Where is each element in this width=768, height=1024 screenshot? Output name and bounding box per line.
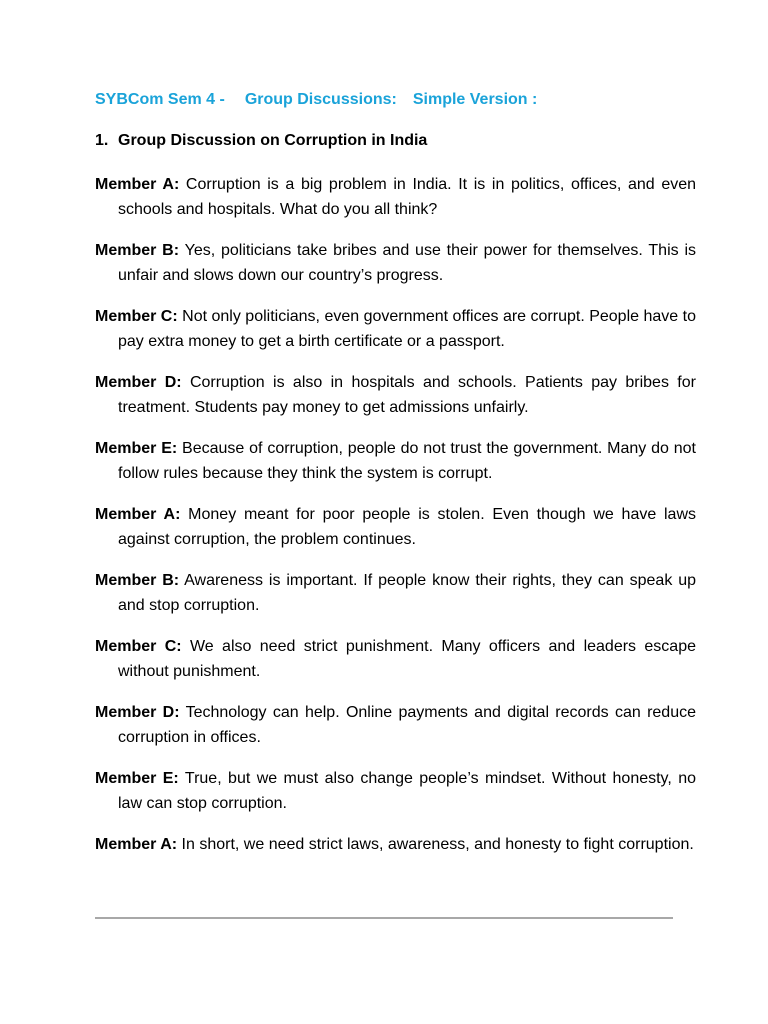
dialogue-text: Money meant for poor people is stolen. Even though we have laws against corruption, the problem continues. bbox=[118, 506, 696, 548]
dialogue-text: True, but we must also change people’s mindset. Without honesty, no law can stop corruption. bbox=[118, 770, 697, 812]
dialogue-entry bbox=[95, 568, 696, 618]
dialogue-text: Because of corruption, people do not trust the government. Many do not follow rules because they think the system is corrupt. bbox=[118, 440, 697, 482]
dialogue-entry bbox=[95, 172, 696, 222]
section-heading bbox=[95, 132, 427, 150]
speaker-label: Member B: bbox=[95, 572, 180, 589]
dialogue-text: Not only politicians, even government offices are corrupt. People have to pay extra money to get a birth certificate or a passport. bbox=[118, 308, 696, 350]
dialogue-text: Yes, politicians take bribes and use their power for themselves. This is unfair and slows down our country’s progress. bbox=[118, 242, 697, 284]
dialogue-text: Corruption is a big problem in India. It is in politics, offices, and even schools and hospitals. What do you all think? bbox=[118, 176, 697, 218]
dialogue-entry bbox=[95, 832, 696, 857]
speaker-label: Member B: bbox=[95, 242, 180, 259]
dialogue-entry bbox=[95, 502, 696, 552]
dialogue-list bbox=[95, 172, 696, 873]
dialogue-entry bbox=[95, 700, 696, 750]
speaker-label: Member C: bbox=[95, 308, 178, 325]
speaker-label: Member A: bbox=[95, 506, 181, 523]
dialogue-text: Awareness is important. If people know their rights, they can speak up and stop corruption. bbox=[118, 572, 697, 614]
speaker-label: Member E: bbox=[95, 770, 179, 787]
dialogue-entry bbox=[95, 370, 696, 420]
header-topic: Group Discussions: bbox=[244, 91, 397, 108]
header-version: Simple Version : bbox=[412, 91, 538, 108]
section-title: Group Discussion on Corruption in India bbox=[118, 132, 428, 149]
horizontal-divider bbox=[95, 917, 673, 919]
dialogue-text: We also need strict punishment. Many officers and leaders escape without punishment. bbox=[118, 638, 697, 680]
speaker-label: Member D: bbox=[95, 704, 180, 721]
dialogue-entry bbox=[95, 304, 696, 354]
document-header bbox=[95, 91, 537, 109]
dialogue-entry bbox=[95, 634, 696, 684]
dialogue-text: Corruption is also in hospitals and schools. Patients pay bribes for treatment. Students pay money to get admissions unfairly. bbox=[118, 374, 696, 416]
header-course: SYBCom Sem 4 - bbox=[95, 91, 225, 108]
speaker-label: Member E: bbox=[95, 440, 178, 457]
dialogue-text: In short, we need strict laws, awareness, and honesty to fight corruption. bbox=[181, 836, 694, 853]
speaker-label: Member D: bbox=[95, 374, 182, 391]
dialogue-entry bbox=[95, 238, 696, 288]
speaker-label: Member C: bbox=[95, 638, 182, 655]
speaker-label: Member A: bbox=[95, 176, 180, 193]
speaker-label: Member A: bbox=[95, 836, 178, 853]
dialogue-text: Technology can help. Online payments and digital records can reduce corruption in offices. bbox=[118, 704, 696, 746]
dialogue-entry bbox=[95, 436, 696, 486]
dialogue-entry bbox=[95, 766, 696, 816]
section-number: 1. bbox=[95, 132, 109, 149]
